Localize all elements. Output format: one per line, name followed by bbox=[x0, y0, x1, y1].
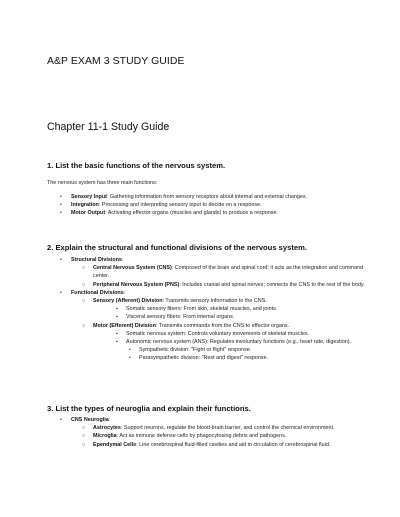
definition: : Processing and interpreting sensory input to decide on a response. bbox=[98, 202, 262, 209]
circle-marker: ○ bbox=[82, 441, 86, 448]
question-2-list bbox=[47, 256, 367, 363]
square-marker: ▪ bbox=[116, 339, 118, 346]
list-item bbox=[47, 264, 367, 280]
term-microglia: Microglia bbox=[93, 433, 117, 440]
term-integration: Integration bbox=[71, 202, 99, 209]
definition: : Line cerebrospinal fluid-filled cavities and aid in circulation of cerebrospinal fluid. bbox=[136, 441, 331, 448]
bullet-marker: • bbox=[129, 347, 131, 354]
square-marker: ▪ bbox=[116, 314, 118, 321]
bullet-marker: • bbox=[60, 194, 62, 200]
functional-divisions-label: Functional Divisions bbox=[71, 289, 124, 296]
definition: : Support neurons, regulate the blood-brain barrier, and control the chemical environment. bbox=[120, 425, 335, 432]
term-pns: Peripheral Nervous System (PNS) bbox=[93, 281, 180, 288]
list-item bbox=[47, 209, 367, 217]
structural-divisions-label: Structural Divisions bbox=[71, 257, 122, 263]
list-item: • Structural Divisions: bbox=[60, 257, 124, 263]
definition: : Gathering information from sensory receptors about internal and external changes. bbox=[106, 194, 308, 200]
circle-marker: ○ bbox=[82, 425, 86, 432]
term-astrocytes: Astrocytes bbox=[93, 425, 121, 432]
list-item bbox=[47, 354, 367, 362]
list-item bbox=[47, 424, 367, 432]
list-item bbox=[47, 297, 367, 305]
definition: : Transmits sensory information to the CNS. bbox=[162, 298, 267, 305]
square-marker: ▪ bbox=[116, 306, 118, 313]
term-motor-division: Motor (Efferent) Division bbox=[93, 322, 156, 329]
circle-marker: ○ bbox=[82, 281, 86, 288]
list-item bbox=[47, 201, 367, 209]
circle-marker: ○ bbox=[82, 298, 86, 305]
question-3-heading: 3. List the types of neuroglia and explain their functions. bbox=[47, 404, 251, 413]
subitem-text: Sympathetic division: "Fight or flight" response. bbox=[139, 347, 252, 354]
circle-marker: ○ bbox=[82, 322, 86, 329]
square-marker: ▪ bbox=[116, 330, 118, 337]
subitem-text: Autonomic nervous system (ANS): Regulates involuntary functions (e.g., heart rate, digestion). bbox=[126, 339, 352, 346]
bullet-marker: • bbox=[60, 210, 62, 217]
term-motor-output: Motor Output bbox=[71, 210, 106, 217]
subitem-text: Somatic sensory fibers: From skin, skeletal muscles, and joints. bbox=[126, 306, 278, 313]
definition: : Includes cranial and spinal nerves; connects the CNS to the rest of the body. bbox=[179, 281, 365, 288]
term-ependymal-cells: Ependymal Cells bbox=[93, 441, 137, 448]
list-item bbox=[47, 432, 367, 440]
question-1-heading: 1. List the basic functions of the nervous system. bbox=[47, 161, 226, 170]
question-1-intro: The nervous system has three main functions: bbox=[47, 180, 158, 186]
circle-marker: ○ bbox=[82, 433, 86, 440]
question-1-list bbox=[47, 193, 367, 218]
bullet-marker: • bbox=[60, 417, 62, 423]
list-item bbox=[47, 441, 367, 449]
list-item: • CNS Neuroglia: bbox=[60, 417, 111, 423]
term-sensory-input: Sensory Input bbox=[71, 194, 107, 200]
term-cns: Central Nervous System (CNS) bbox=[93, 265, 172, 272]
chapter-title: Chapter 11-1 Study Guide bbox=[47, 121, 170, 133]
circle-marker: ○ bbox=[82, 265, 86, 272]
list-item bbox=[47, 281, 367, 289]
subitem-text: Somatic nervous system: Controls voluntary movements of skeletal muscles. bbox=[126, 330, 310, 337]
definition: : Activating effector organs (muscles and glands) to produce a response. bbox=[105, 210, 278, 217]
bullet-marker: • bbox=[129, 355, 131, 362]
term-sensory-division: Sensory (Afferent) Division bbox=[93, 298, 163, 305]
cns-neuroglia-label: CNS Neuroglia bbox=[71, 417, 109, 423]
document-title: A&P EXAM 3 STUDY GUIDE bbox=[47, 56, 185, 67]
list-item bbox=[47, 330, 367, 338]
definition: : Transmits commands from the CNS to effector organs. bbox=[155, 322, 290, 329]
list-item bbox=[47, 193, 367, 201]
question-2-heading: 2. Explain the structural and functional divisions of the nervous system. bbox=[47, 243, 307, 252]
bullet-marker: • bbox=[60, 202, 62, 209]
definition: : Composed of the brain and spinal cord; it acts as the integration and command center. bbox=[93, 265, 363, 280]
list-item bbox=[47, 346, 367, 354]
list-item: • Functional Divisions: bbox=[60, 289, 126, 296]
definition: : Act as immune defense cells by phagocytosing debris and pathogens. bbox=[116, 433, 287, 440]
subitem-text: Visceral sensory fibers: From internal organs. bbox=[126, 314, 235, 321]
list-item bbox=[47, 338, 367, 346]
bullet-marker: • bbox=[60, 257, 62, 263]
subitem-text: Parasympathetic division: "Rest and digest" response. bbox=[139, 355, 269, 362]
bullet-marker: • bbox=[60, 289, 62, 296]
question-3-list bbox=[47, 416, 367, 449]
list-item bbox=[47, 313, 367, 321]
list-item bbox=[47, 322, 367, 330]
list-item bbox=[47, 305, 367, 313]
